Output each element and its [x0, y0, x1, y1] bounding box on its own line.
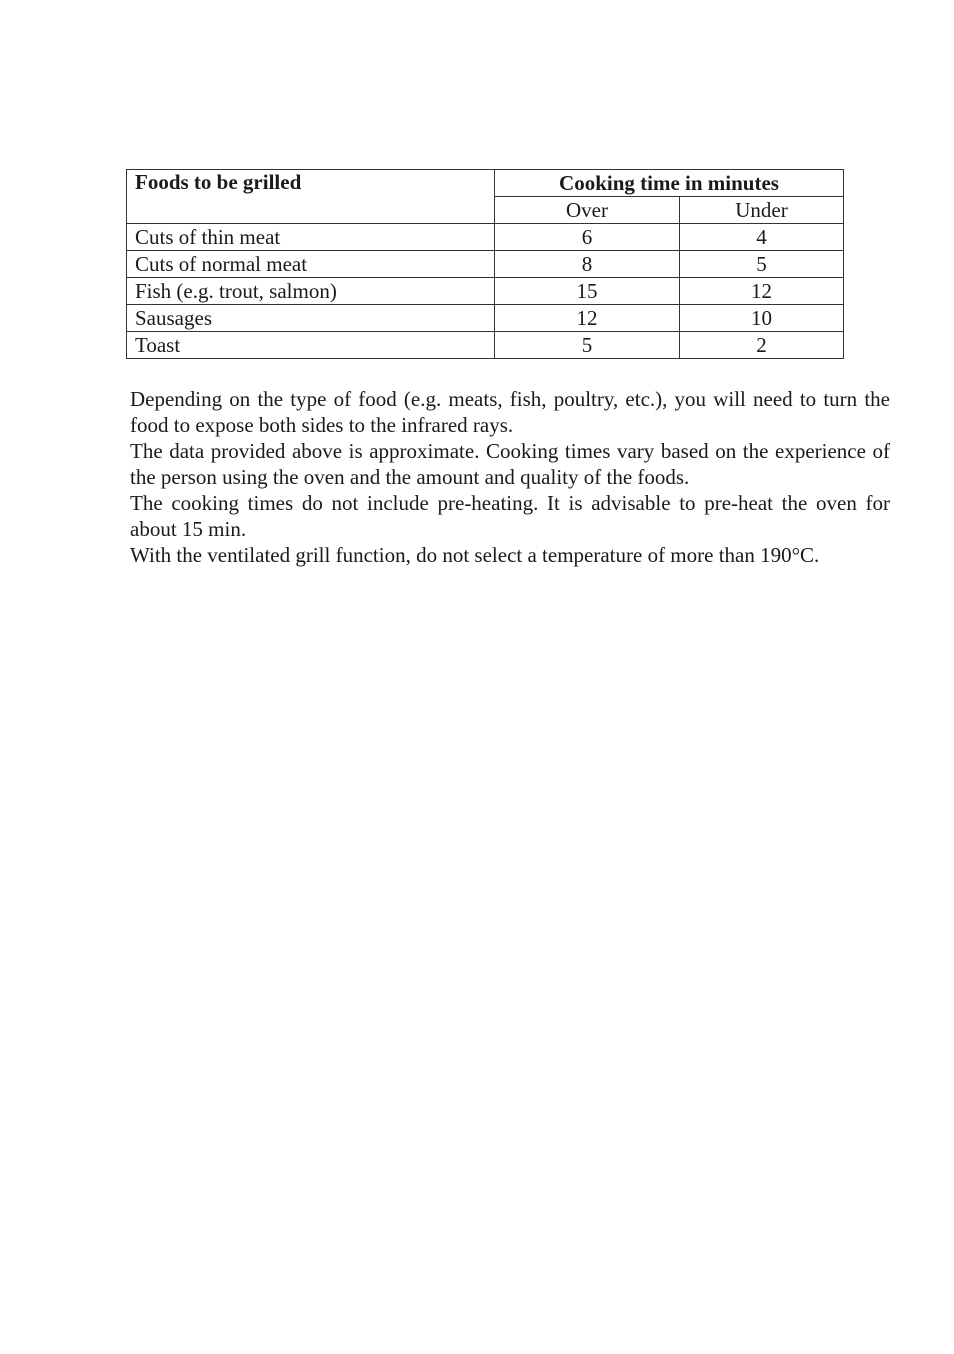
- time-under: 10: [680, 305, 844, 332]
- food-name: Toast: [127, 332, 495, 359]
- time-under: 5: [680, 251, 844, 278]
- table-row: [127, 224, 844, 251]
- note-paragraph: With the ventilated grill function, do not select a temperature of more than 190°C.: [130, 543, 820, 567]
- subheader-under: Under: [680, 197, 844, 224]
- time-under: 2: [680, 332, 844, 359]
- time-under: 12: [680, 278, 844, 305]
- time-over: 15: [495, 278, 680, 305]
- time-over: 8: [495, 251, 680, 278]
- header-foods: Foods to be grilled: [127, 170, 495, 224]
- note-paragraph: The data provided above is approximate. Cooking times vary based on the experience of the person using the oven and the amount and quality of the foods.: [130, 439, 890, 489]
- time-over: 6: [495, 224, 680, 251]
- food-name: Fish (e.g. trout, salmon): [127, 278, 495, 305]
- food-name: Cuts of thin meat: [127, 224, 495, 251]
- time-over: 12: [495, 305, 680, 332]
- table-row: [127, 332, 844, 359]
- cooking-notes: [130, 386, 890, 568]
- food-name: Cuts of normal meat: [127, 251, 495, 278]
- table-row: [127, 278, 844, 305]
- note-paragraph: Depending on the type of food (e.g. meats, fish, poultry, etc.), you will need to turn the food to expose both sides to the infrared rays.: [130, 387, 890, 437]
- subheader-over: Over: [495, 197, 680, 224]
- header-cooking-time: Cooking time in minutes: [495, 170, 844, 197]
- note-paragraph: The cooking times do not include pre-heating. It is advisable to pre-heat the oven for about 15 min.: [130, 491, 890, 541]
- time-over: 5: [495, 332, 680, 359]
- time-under: 4: [680, 224, 844, 251]
- cooking-time-table: [126, 169, 844, 359]
- table-row: [127, 251, 844, 278]
- table-header-row: [127, 170, 844, 197]
- food-name: Sausages: [127, 305, 495, 332]
- table-row: [127, 305, 844, 332]
